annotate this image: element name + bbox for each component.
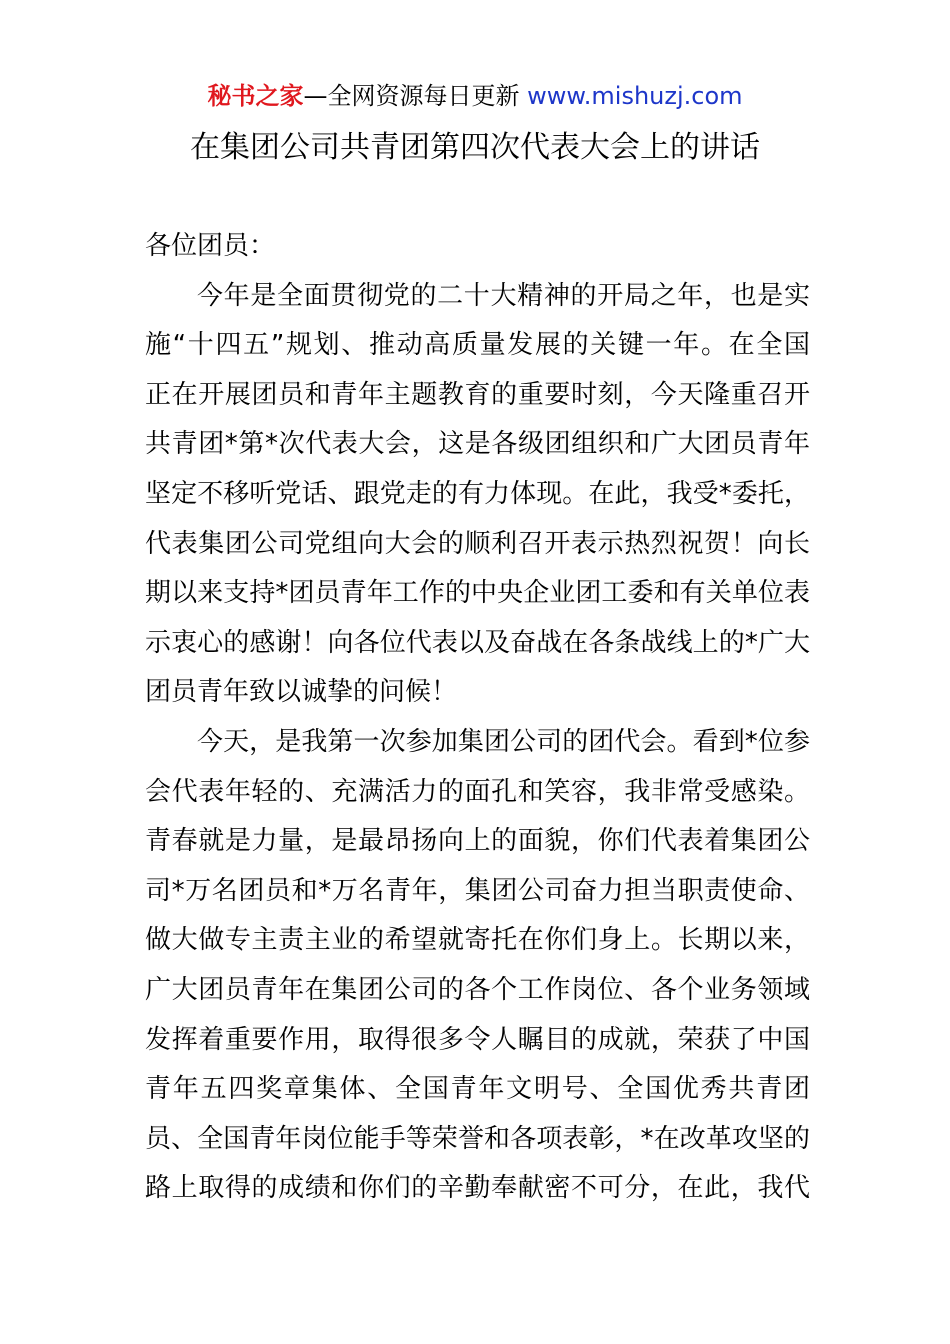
- site-tagline: —全网资源每日更新: [303, 82, 520, 110]
- paragraph-line: 会代表年轻的、充满活力的面孔和笑容，我非常受感染。: [145, 776, 810, 807]
- paragraph-line: 施“十四五”规划、推动高质量发展的关键一年。在全国: [145, 330, 810, 361]
- paragraph-line: 今年是全面贯彻党的二十大精神的开局之年，也是实: [197, 280, 810, 311]
- paragraph-1: [145, 272, 810, 718]
- paragraph-line: 路上取得的成绩和你们的辛勤奉献密不可分，在此，我代: [145, 1173, 810, 1204]
- paragraph-line: 青年五四奖章集体、全国青年文明号、全国优秀共青团: [145, 1074, 810, 1105]
- paragraph-line: 做大做专主责主业的希望就寄托在你们身上。长期以来，: [145, 925, 810, 956]
- paragraph-line: 员、全国青年岗位能手等荣誉和各项表彰，*在改革攻坚的: [145, 1123, 810, 1154]
- paragraph-line: 正在开展团员和青年主题教育的重要时刻，今天隆重召开: [145, 379, 810, 410]
- site-header: [0, 80, 950, 112]
- paragraph-line: 坚定不移听党话、跟党走的有力体现。在此，我受*委托，: [145, 478, 810, 509]
- document-body: [145, 222, 810, 1214]
- site-url-link[interactable]: www.mishuzj.com: [527, 82, 743, 110]
- paragraph-line: 广大团员青年在集团公司的各个工作岗位、各个业务领域: [145, 974, 810, 1005]
- paragraph-2: [145, 718, 810, 1214]
- paragraph-line: 共青团*第*次代表大会，这是各级团组织和广大团员青年: [145, 429, 810, 460]
- paragraph-line: 青春就是力量，是最昂扬向上的面貌，你们代表着集团公: [145, 826, 810, 857]
- paragraph-line: 团员青年致以诚挚的问候！: [145, 677, 458, 708]
- brand-name: 秘书之家: [207, 82, 304, 110]
- paragraph-line: 发挥着重要作用，取得很多令人瞩目的成就，荣获了中国: [145, 1024, 810, 1055]
- paragraph-line: 示衷心的感谢！向各位代表以及奋战在各条战线上的*广大: [145, 627, 810, 658]
- paragraph-line: 今天，是我第一次参加集团公司的团代会。看到*位参: [197, 726, 810, 757]
- paragraph-line: 司*万名团员和*万名青年，集团公司奋力担当职责使命、: [145, 875, 810, 906]
- paragraph-line: 期以来支持*团员青年工作的中央企业团工委和有关单位表: [145, 578, 810, 609]
- document-title: 在集团公司共青团第四次代表大会上的讲话: [190, 130, 760, 165]
- paragraph-line: 代表集团公司党组向大会的顺利召开表示热烈祝贺！向长: [145, 528, 810, 559]
- salutation: 各位团员：: [145, 231, 276, 261]
